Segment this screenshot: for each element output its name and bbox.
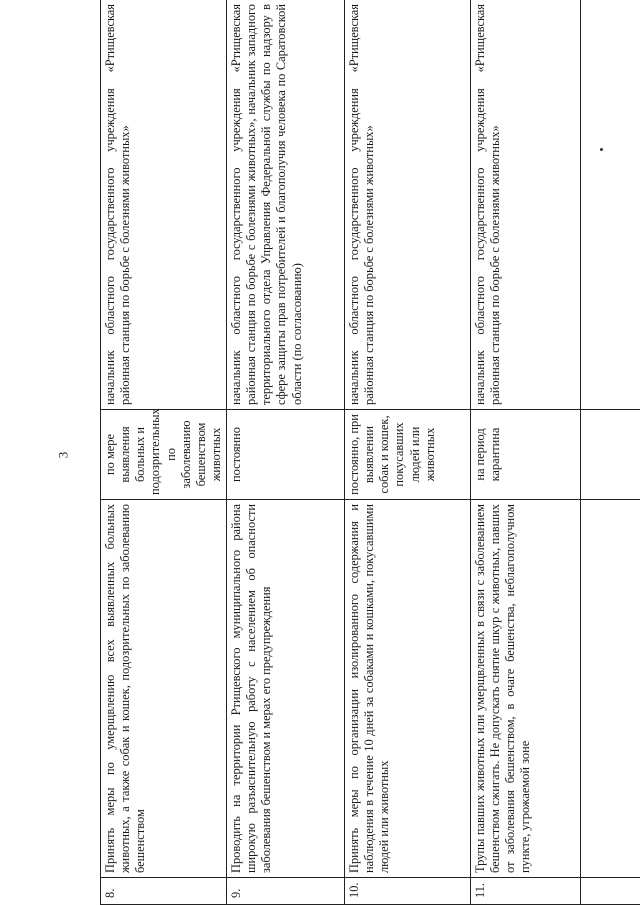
- table-row: [345, 0, 471, 905]
- row-number: 8.: [101, 878, 227, 905]
- row-term: по мере выявления больных и подозрительных по заболеванию бешенством животных: [101, 410, 227, 500]
- row-responsible: начальник областного государственного учреждения «Ртищевская районная станция по борьбе с болезнями животных»: [101, 0, 227, 410]
- row-responsible: начальник областного государственного учреждения «Ртищевская районная станция по борьбе с болезнями животных»: [345, 0, 471, 410]
- row-term: постоянно: [227, 410, 345, 500]
- row-term: постоянно, при выявлении собак и кошек, покусавших людей или животных: [345, 410, 471, 500]
- table-row-empty: [581, 0, 640, 905]
- page-number: 3: [55, 451, 71, 459]
- row-action: Принять меры по умерщвлению всех выявленных больных животных, а также собак и кошек, подозрительных по заболеванию бешенством: [101, 500, 227, 878]
- measures-table: [100, 0, 630, 905]
- row-action: Принять меры по организации изолированного содержания и наблюдения в течение 10 дней за собаками и кошками, покусавшими людей или животных: [345, 500, 471, 878]
- row-responsible: начальник областного государственного учреждения «Ртищевская районная станция по борьбе с болезнями животных», начальник западного территориального отдела Управления Федеральной службы по надзору в сфере защиты прав потребителей и благополучия человека по Саратовской области (по согласованию): [227, 0, 345, 410]
- table-row: [227, 0, 345, 905]
- row-term: на период карантина: [471, 410, 581, 500]
- row-action: Трупы павших животных или умерщвленных в связи с заболеванием бешенством сжигать. Не допускать снятие шкур с животных, павших от заболевания бешенством, в очаге бешенства, неблагополучном пункте, угрожаемой зоне: [471, 500, 581, 878]
- row-responsible: начальник областного государственного учреждения «Ртищевская районная станция по борьбе с болезнями животных»: [471, 0, 581, 410]
- row-number: 11.: [471, 878, 581, 905]
- table-row: [471, 0, 581, 905]
- row-action: Проводить на территории Ртищевского муниципального района широкую разъяснительную работу с населением об опасности заболевания бешенством и мерах его предупреждения: [227, 500, 345, 878]
- row-number: 10.: [345, 878, 471, 905]
- row-number: 9.: [227, 878, 345, 905]
- table-row: [101, 0, 227, 905]
